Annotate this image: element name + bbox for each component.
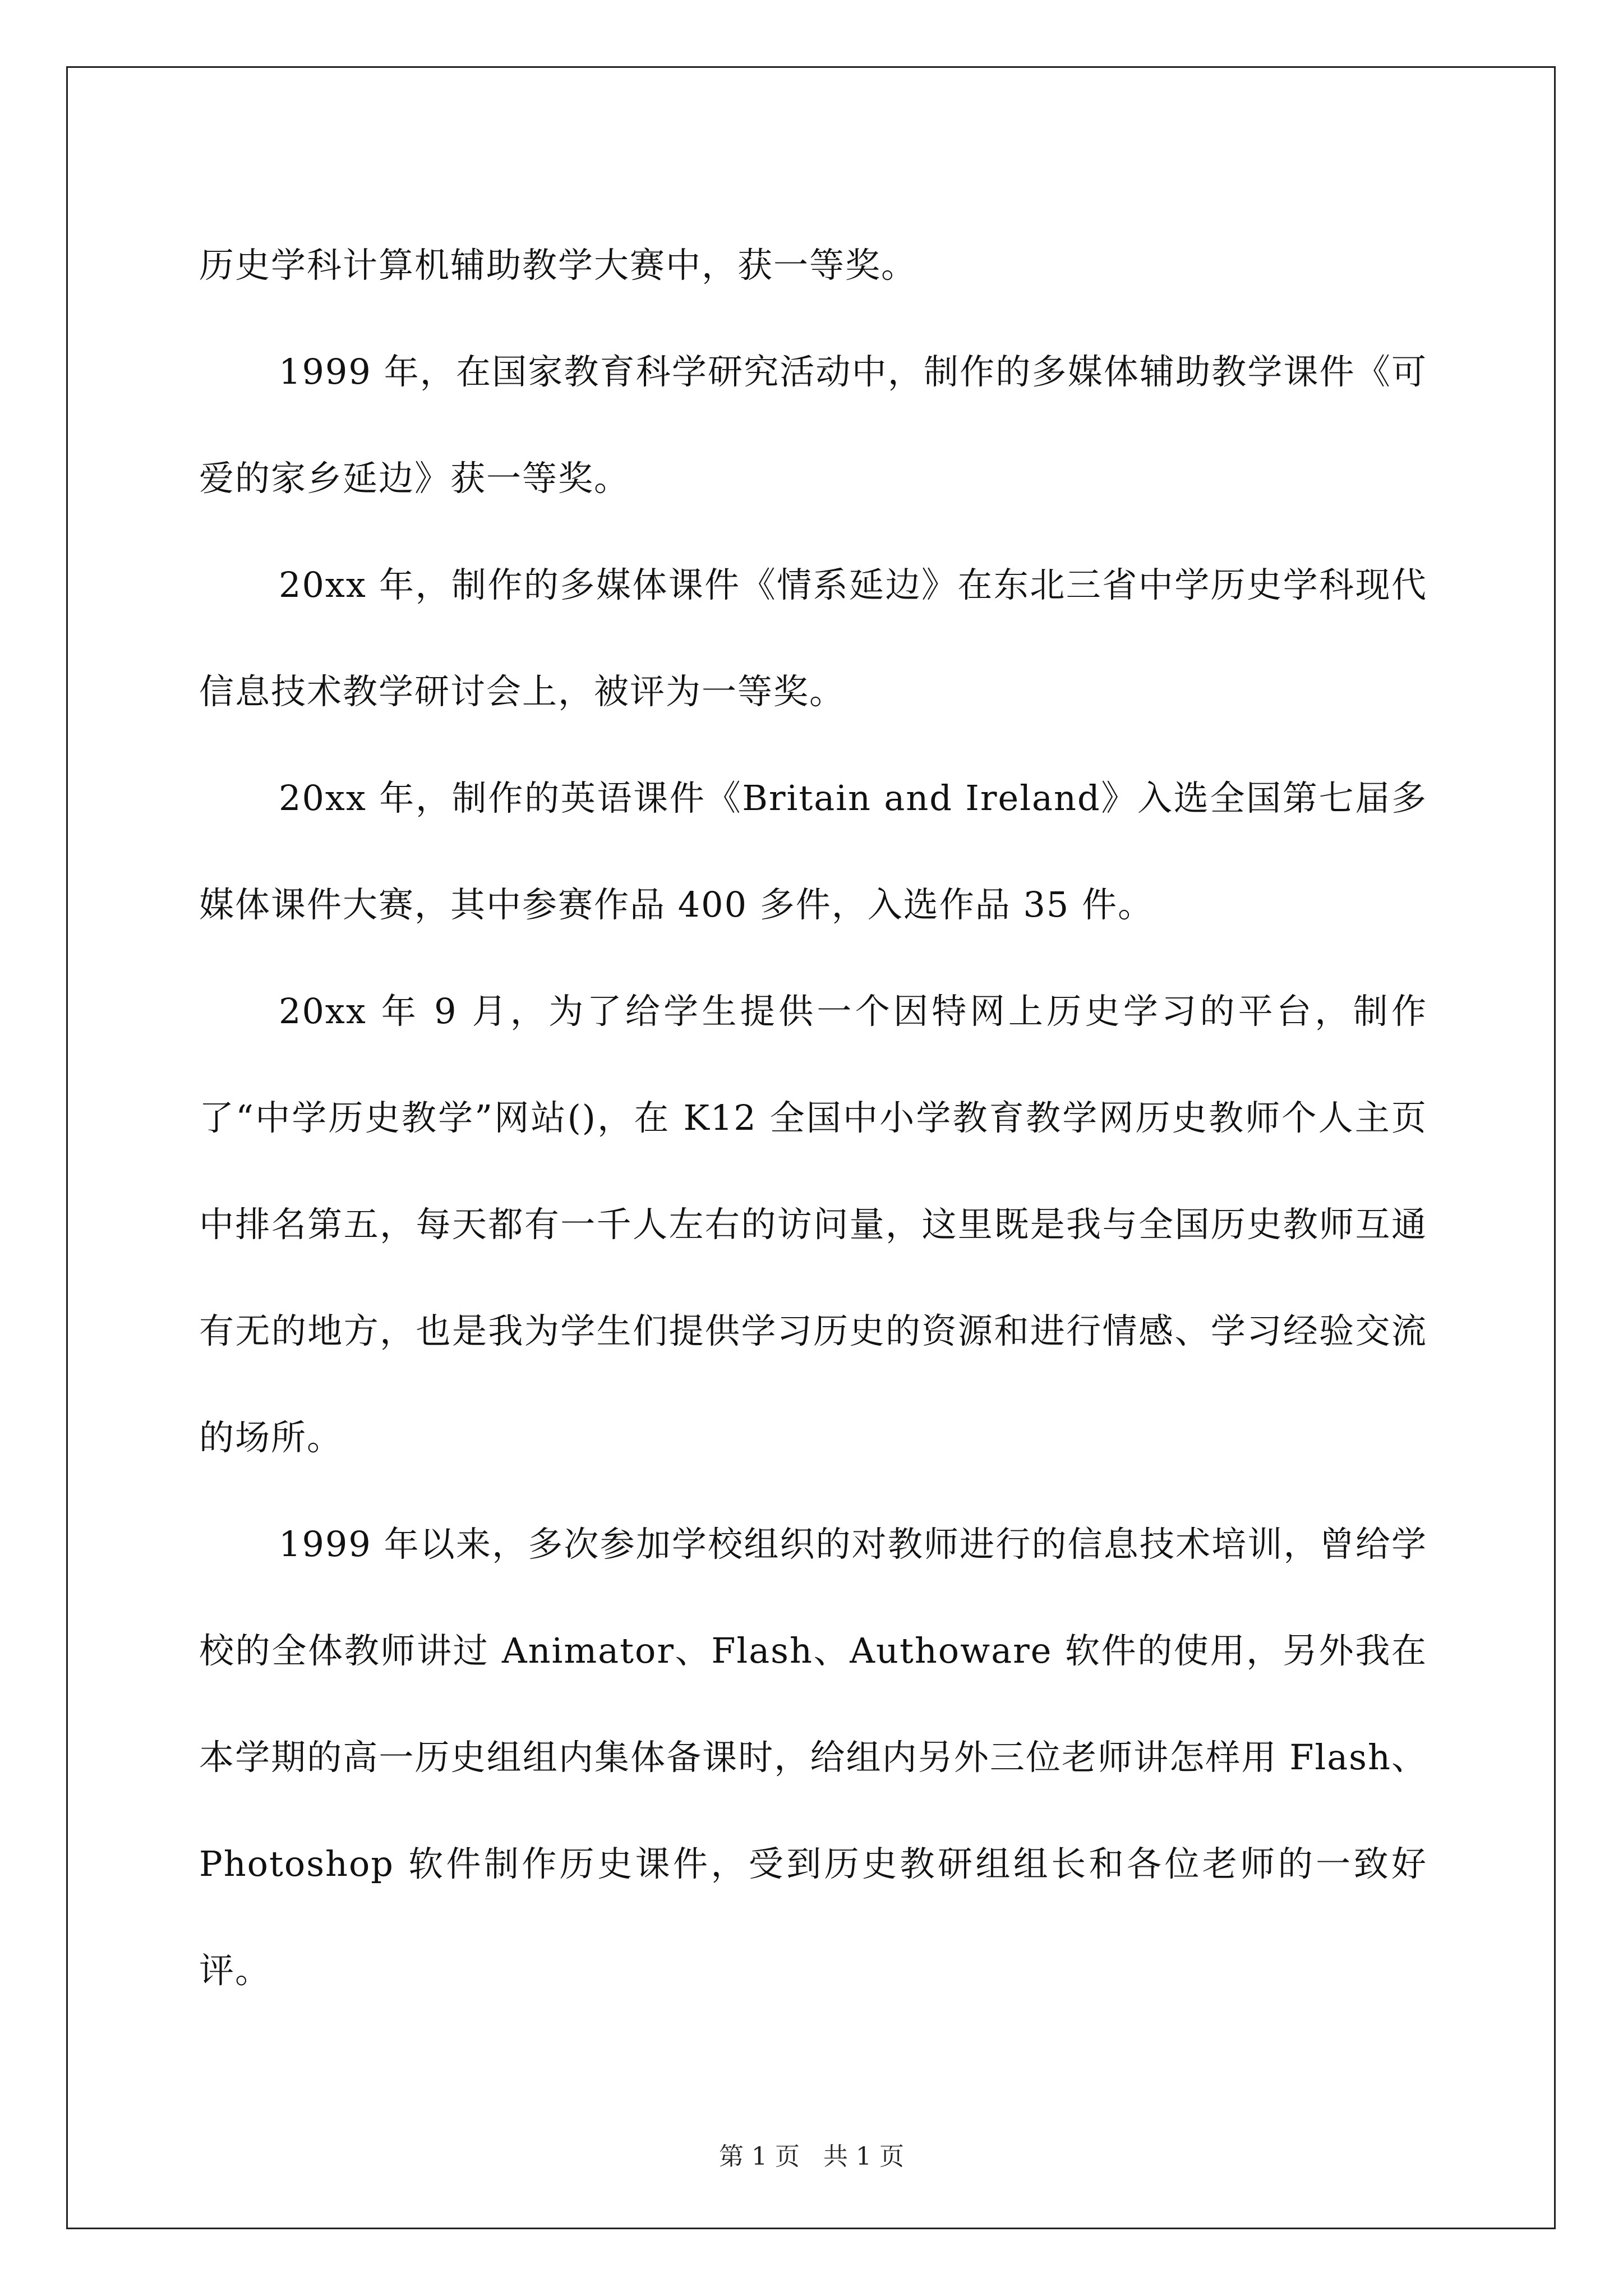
paragraph-3: 20xx 年，制作的多媒体课件《情系延边》在东北三省中学历史学科现代信息技术教学研讨会上，被评为一等奖。	[199, 564, 1427, 712]
paragraph-6: 1999 年以来，多次参加学校组织的对教师进行的信息技术培训，曾给学校的全体教师讲过 Animator、Flash、Authoware 软件的使用，另外我在本学期的高一历史组组内集体备课时，给组内另外三位老师讲怎样用 Flash、Photoshop 软件制作历史课件，受到历史教研组组长和各位老师的一致好评。	[199, 1524, 1427, 1991]
paragraph-5: 20xx 年 9 月，为了给学生提供一个因特网上历史学习的平台，制作了“中学历史教学”网站()，在 K12 全国中小学教育教学网历史教师个人主页中排名第五，每天都有一千人左右的访问量，这里既是我与全国历史教师互通有无的地方，也是我为学生们提供学习历史的资源和进行情感、学习经验交流的场所。	[199, 991, 1427, 1458]
paragraph-4: 20xx 年，制作的英语课件《Britain and Ireland》入选全国第七届多媒体课件大赛，其中参赛作品 400 多件，入选作品 35 件。	[199, 777, 1427, 925]
paragraph-2: 1999 年，在国家教育科学研究活动中，制作的多媒体辅助教学课件《可爱的家乡延边》获一等奖。	[199, 351, 1427, 499]
document-body	[199, 212, 1427, 2024]
page-footer: 第 1 页 共 1 页	[719, 2142, 904, 2171]
paragraph-1: 历史学科计算机辅助教学大赛中，获一等奖。	[199, 245, 917, 286]
